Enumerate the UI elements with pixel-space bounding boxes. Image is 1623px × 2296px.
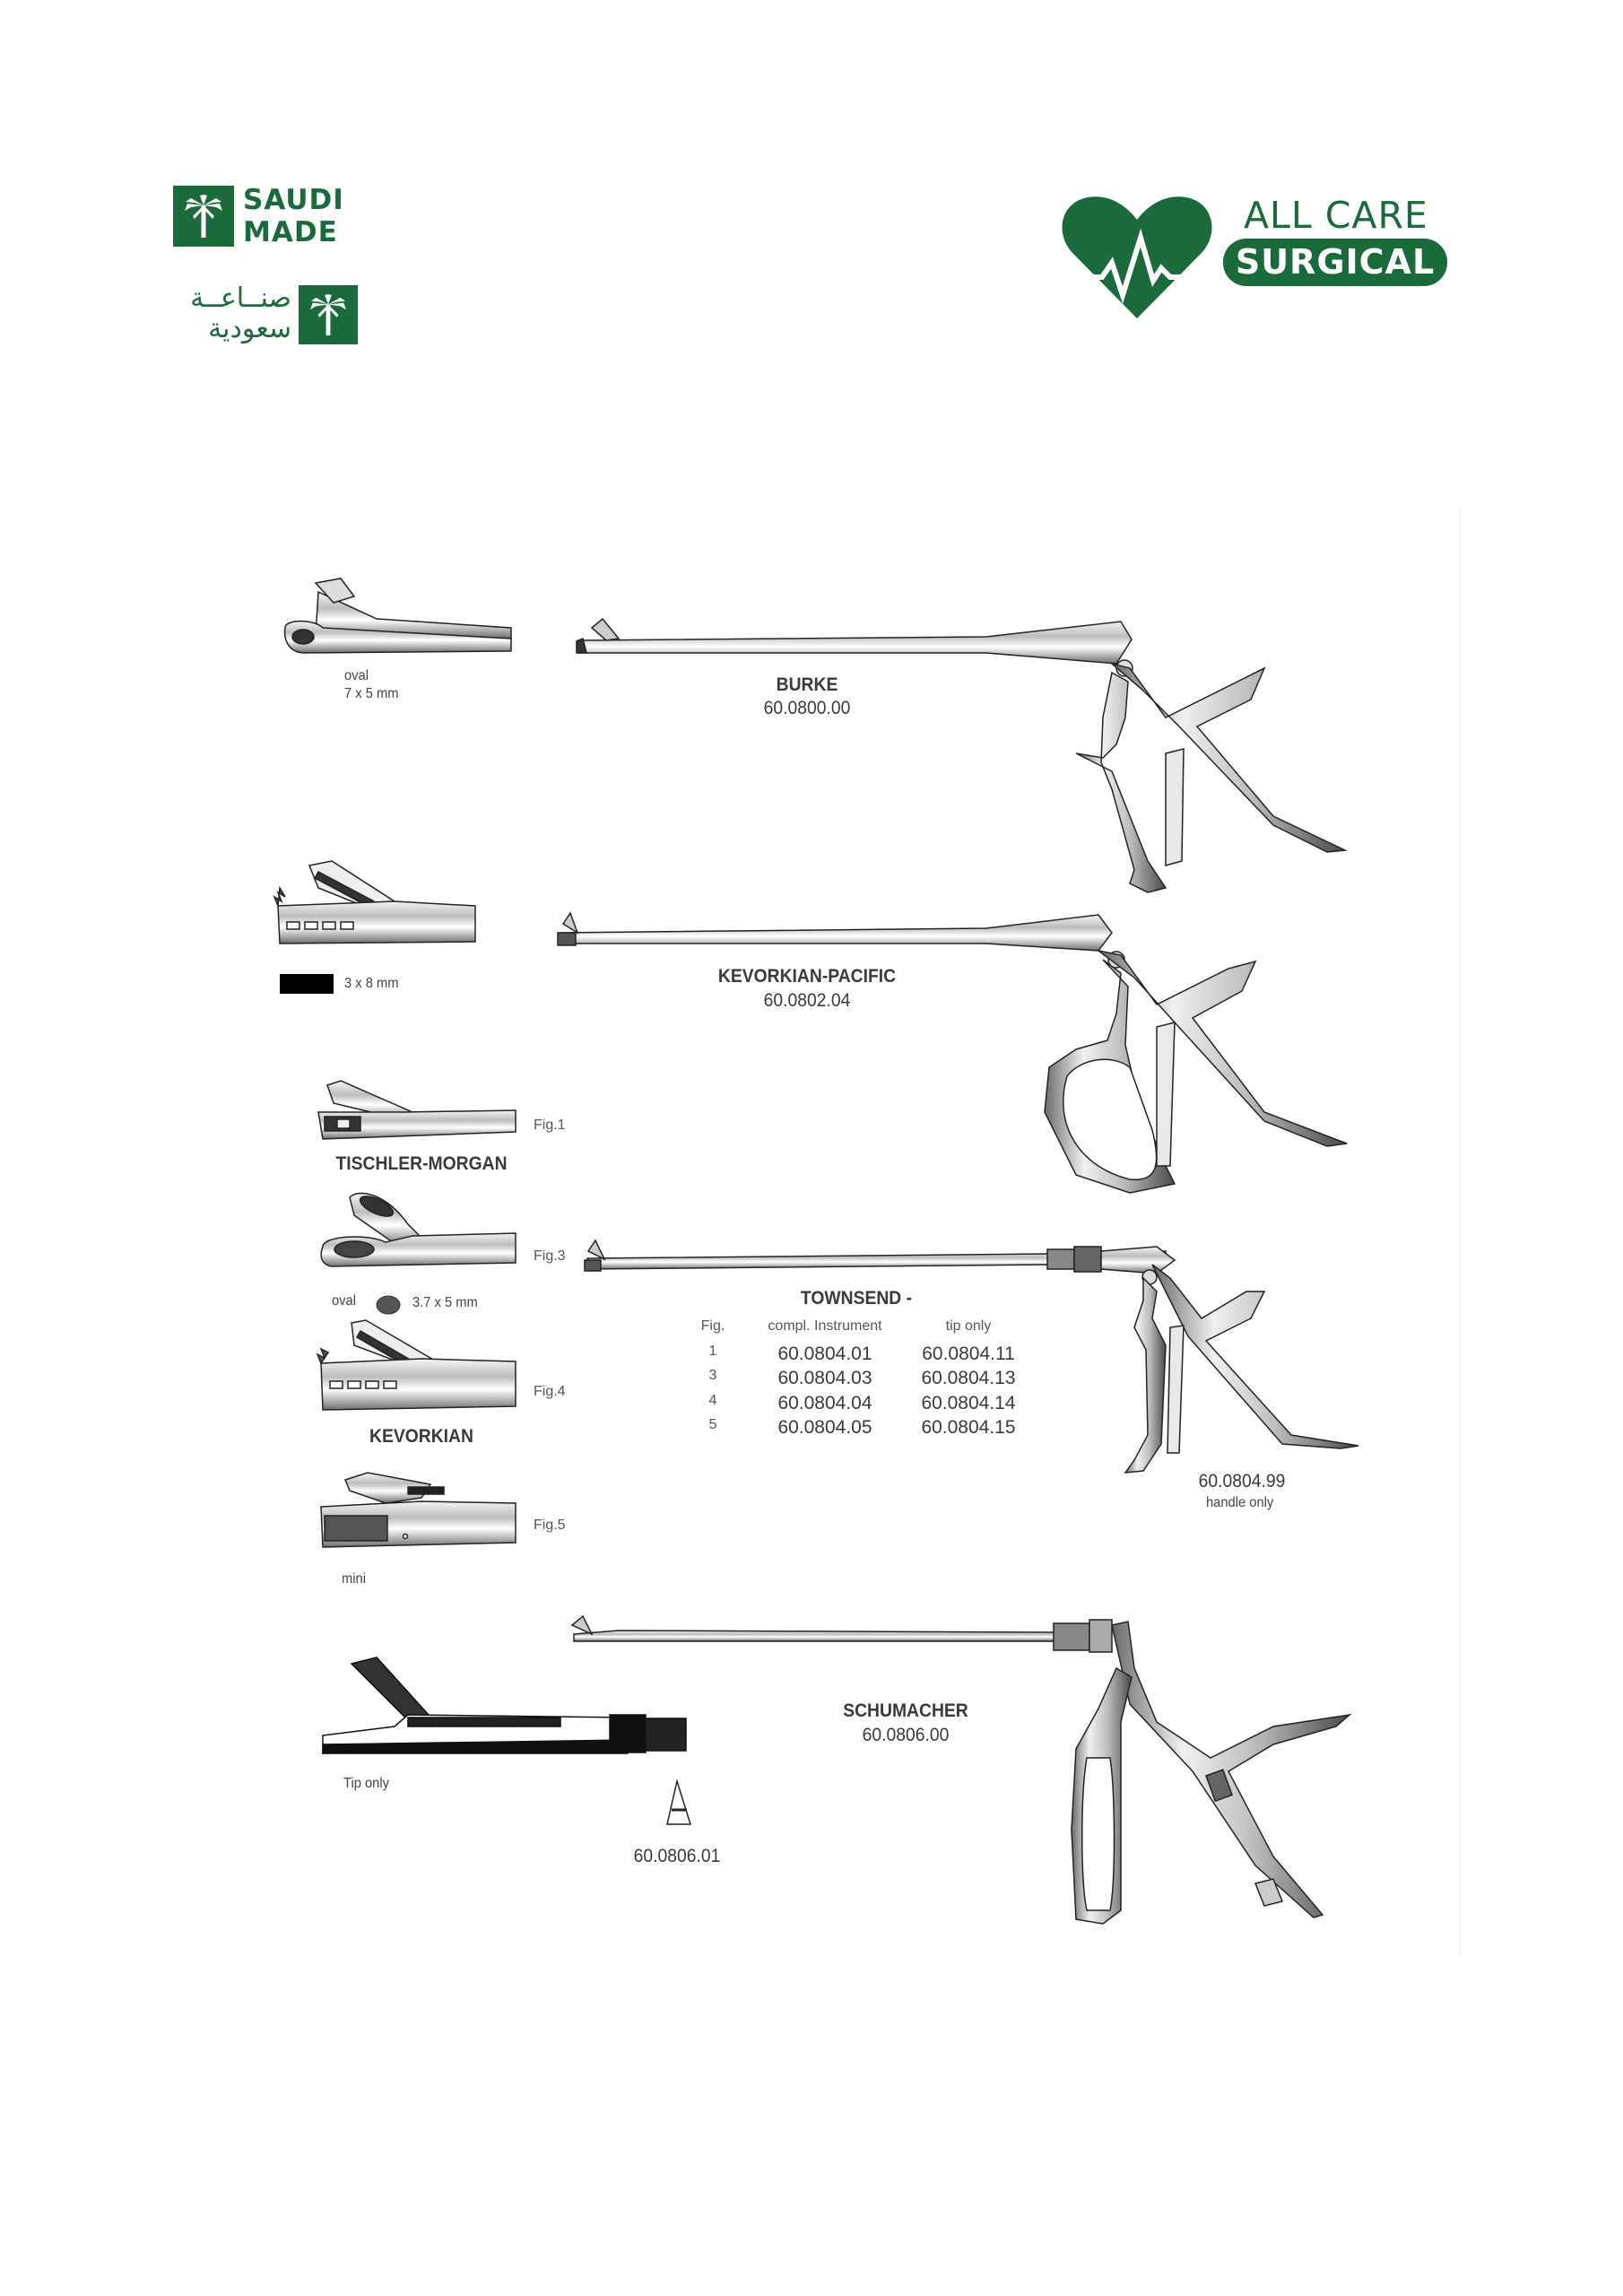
table-cell-tip-code: 60.0804.11 (922, 1343, 1015, 1364)
table-cell-tip-code: 60.0804.13 (921, 1368, 1016, 1388)
oval-size-swatch (377, 1296, 400, 1314)
saudi-made-line1: SAUDI (243, 184, 344, 216)
table-row (690, 1368, 1049, 1393)
schumacher-code: 60.0806.00 (862, 1725, 950, 1745)
table-cell-complete-code: 60.0804.04 (777, 1392, 872, 1413)
table-cell-complete-code: 60.0804.05 (777, 1417, 872, 1438)
burke-instrument-illustration (577, 619, 1345, 892)
cone-tip-profile-icon (667, 1781, 690, 1824)
table-header-complete: compl. Instrument (768, 1318, 882, 1334)
table-header-fig: Fig. (700, 1318, 725, 1334)
fig-3-label: Fig.3 (534, 1248, 566, 1264)
burke-tip-size: 7 x 5 mm (344, 686, 399, 701)
table-row (690, 1417, 1049, 1442)
townsend-name: TOWNSEND - (800, 1288, 913, 1309)
kevorkian-pacific-tip-size: 3 x 8 mm (344, 976, 399, 991)
burke-tip-shape: oval (344, 668, 369, 683)
table-cell-complete-code: 60.0804.03 (777, 1368, 872, 1388)
kevorkian-tip-label: KEVORKIAN (369, 1426, 473, 1447)
kevorkian-pacific-instrument-illustration (558, 913, 1347, 1193)
table-row (690, 1393, 1049, 1418)
fig3-oval-tip-illustration (321, 1192, 516, 1266)
fig-1-label: Fig.1 (534, 1118, 566, 1133)
townsend-handle-label: handle only (1206, 1495, 1274, 1510)
burke-name: BURKE (776, 674, 838, 695)
all-care-line2-badge: SURGICAL (1223, 239, 1447, 286)
fig-3-shape-label: oval (332, 1293, 357, 1309)
table-row (690, 1344, 1049, 1369)
table-cell-fig: 4 (708, 1392, 717, 1408)
all-care-line1: ALL CARE (1244, 194, 1428, 237)
saudi-made-arabic-line1: صنــاعــة (190, 283, 291, 314)
table-cell-fig: 5 (708, 1417, 717, 1432)
burke-code: 60.0800.00 (763, 698, 851, 718)
townsend-code-table (690, 1318, 1049, 1442)
table-cell-fig: 3 (708, 1368, 717, 1383)
kevorkian-pacific-code: 60.0802.04 (763, 990, 851, 1011)
table-cell-complete-code: 60.0804.01 (777, 1343, 872, 1364)
townsend-handle-code: 60.0804.99 (1198, 1471, 1286, 1492)
tischler-morgan-label: TISCHLER-MORGAN (335, 1153, 508, 1174)
schumacher-tip-code: 60.0806.01 (633, 1846, 721, 1866)
table-cell-tip-code: 60.0804.15 (921, 1417, 1016, 1438)
table-cell-fig: 1 (708, 1343, 717, 1359)
table-header-tip: tip only (945, 1318, 992, 1334)
schumacher-name: SCHUMACHER (843, 1700, 968, 1721)
burke-tip-illustration (285, 578, 511, 653)
table-header-row (690, 1318, 1049, 1344)
size-swatch-rectangle (280, 974, 334, 994)
tischler-morgan-tip-illustration (318, 1081, 516, 1139)
schumacher-tip-illustration (323, 1657, 686, 1753)
kevorkian-pacific-name: KEVORKIAN-PACIFIC (717, 966, 897, 987)
kevorkian-pacific-tip-illustration (274, 861, 475, 944)
saudi-made-line2: MADE (243, 216, 338, 248)
kevorkian-tip-illustration (317, 1320, 516, 1410)
table-cell-tip-code: 60.0804.14 (921, 1392, 1016, 1413)
mini-tip-label: mini (342, 1571, 366, 1587)
fig-3-size-label: 3.7 x 5 mm (412, 1295, 478, 1310)
schumacher-tip-label: Tip only (343, 1776, 390, 1791)
mini-tip-illustration (321, 1473, 516, 1547)
fig-5-label: Fig.5 (534, 1518, 566, 1533)
saudi-made-arabic-line2: سعودية (208, 313, 291, 344)
schumacher-instrument-illustration (572, 1616, 1350, 1924)
fig-4-label: Fig.4 (534, 1384, 566, 1399)
